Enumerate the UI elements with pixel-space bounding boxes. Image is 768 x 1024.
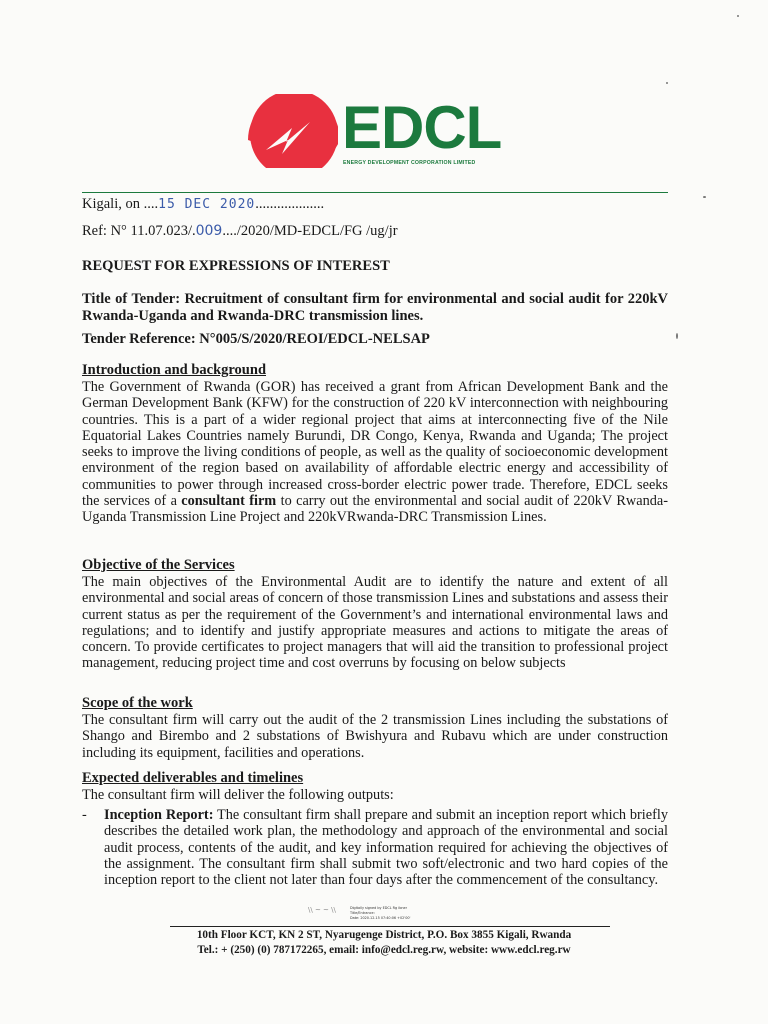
signature-line-3: Date: 2020.12.15 07:40:06 +02'00' <box>350 916 411 920</box>
deliverable-text <box>104 807 668 888</box>
signature-line-2: Title/Entrance: <box>350 911 375 915</box>
tender-title: Title of Tender: Recruitment of consultant firm for environmental and social audit for 220kV Rwanda-Uganda and Rwanda-DRC transmission lines. <box>82 291 668 324</box>
intro-text-bold: consultant firm <box>181 493 277 510</box>
intro-text-1: The Government of Rwanda (GOR) has received a grant from African Development Bank and the German Development Bank (KFW) for the construction of 220 kV interconnection with neighbouring countries. This is a part of a wider regional project that aims at interconnecting five of the Nile Equatorial Lakes Countries namely Burundi, DR Congo, Kenya, Rwanda and Uganda; The project seeks to improve the living conditions of people, as well as the quality of socioeconomic development environment of the region based on availability of affordable electric energy and accessibility of communities to power through increased cross-border electric power trade. Therefore, EDCL seeks the services of a <box>82 379 668 510</box>
footer-contact: Tel.: + (250) (0) 787172265, email: info@edcl.reg.rw, website: www.edcl.reg.rw <box>197 944 571 956</box>
header-divider <box>82 192 668 193</box>
edcl-logo <box>246 88 508 176</box>
footer-address: 10th Floor KCT, KN 2 ST, Nyarugenge District, P.O. Box 3855 Kigali, Rwanda <box>196 929 572 941</box>
tender-reference: Tender Reference: N°005/S/2020/REOI/EDCL-NELSAP <box>82 331 430 347</box>
scan-speck <box>703 196 706 198</box>
ref-line <box>82 223 398 240</box>
ref-prefix: Ref: N° 11.07.023/. <box>82 223 196 239</box>
digital-signature <box>350 906 420 926</box>
deliverable-label: Inception Report: <box>104 807 214 823</box>
signature-line-1: Digitally signed by EDCL Rg ibner <box>350 906 407 910</box>
logo-subtitle: ENERGY DEVELOPMENT CORPORATION LIMITED <box>343 160 476 166</box>
footer-divider <box>170 926 610 927</box>
place-prefix: Kigali, on .... <box>82 196 159 212</box>
deliverables-intro: The consultant firm will deliver the following outputs: <box>82 787 394 803</box>
scan-speck <box>676 333 678 339</box>
scan-speck <box>666 82 668 84</box>
deliverables-title: Expected deliverables and timelines <box>82 770 304 786</box>
date-line <box>82 196 324 213</box>
document-heading: REQUEST FOR EXPRESSIONS OF INTEREST <box>82 258 390 274</box>
logo-wordmark: EDCL <box>342 94 502 161</box>
objective-title: Objective of the Services <box>82 557 235 573</box>
scope-title: Scope of the work <box>82 695 193 711</box>
signature-scribble: \\ ~ ~ \\ <box>308 906 336 914</box>
objective-paragraph: The main objectives of the Environmental Audit are to identify the nature and extent of all environmental and social areas of concern of those transmission Lines and substations and assess their current status as per the requirement of the Government’s and international environmental laws and regulations; and to identify and justify appropriate measures and actions to mitigate the areas of concern. To provide certificates to project managers that will aid the transition to professional project management, reducing project time and cost overruns by focusing on below subjects <box>82 574 668 672</box>
scan-speck <box>737 15 739 17</box>
date-dots: ................... <box>255 196 325 212</box>
deliverable-body: The consultant firm shall prepare and submit an inception report which briefly describes the detailed work plan, the methodology and approach of the environmental and social audit process, contents of the audit, and key information required for achieving the objectives of the assignment. The consultant firm shall submit two soft/electronic and two hard copies of the inception report to the client not later than four days after the commencement of the consultancy. <box>104 807 668 889</box>
date-stamp: 15 DEC 2020 <box>158 197 256 212</box>
ref-suffix: ..../2020/MD-EDCL/FG /ug/jr <box>222 223 398 239</box>
intro-text-2: to carry out the environmental and social audit of 220kV Rwanda-Uganda Transmission Line Project and 220kVRwanda-DRC Transmission Lines. <box>82 493 668 526</box>
intro-title: Introduction and background <box>82 362 267 378</box>
intro-paragraph <box>82 379 668 526</box>
bullet-dash: - <box>82 807 87 823</box>
logo-mark-icon <box>246 88 346 168</box>
ref-number: 009 <box>195 223 223 239</box>
scope-paragraph: The consultant firm will carry out the audit of the 2 transmission Lines including the substations of Shango and Birembo and 2 substations of Bwishyura and Rubavu which are under construction including its equipment, facilities and operations. <box>82 712 668 761</box>
